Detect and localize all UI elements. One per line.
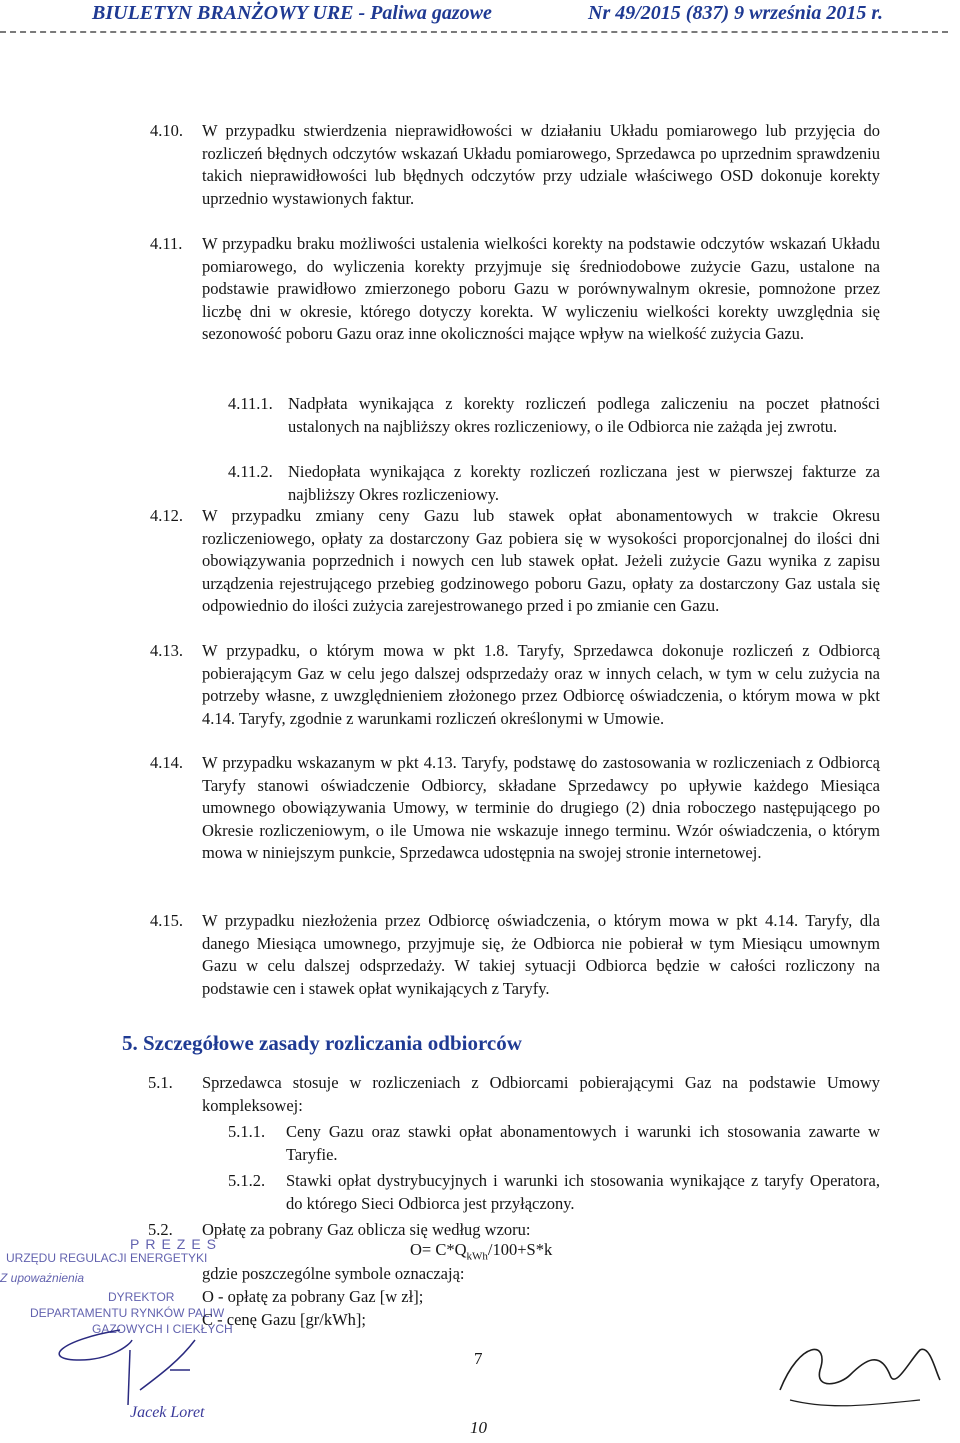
- item-text: W przypadku zmiany ceny Gazu lub stawek opłat abonamentowych w trakcie Okresu rozliczeniowego, opłaty za dostarczony Gaz pobiera się w wysokości proporcjonalnej do ilości dni obowiązywania poprzednich i nowych cen lub stawek opłat. Jeżeli zużycie Gazu wynika z zapisu urządzenia rejestrującego przebieg godzinowego poboru Gazu, opłaty za dostarczony Gaz ustala się odpowiednio do ilości zużycia zarejestrowanego przed i po zmianie cen Gazu.: [202, 506, 880, 615]
- item-number: 4.15.: [150, 911, 183, 930]
- subitem-text: Niedopłata wynikająca z korekty rozliczeń rozliczana jest w pierwszej fakturze za najbliższy Okres rozliczeniowy.: [288, 462, 880, 504]
- symbol-c-definition: C - cenę Gazu [gr/kWh];: [202, 1310, 367, 1329]
- footer-page-number: 10: [470, 1418, 487, 1437]
- item-text: W przypadku, o którym mowa w pkt 1.8. Taryfy, Sprzedawca dokonuje rozliczeń z Odbiorcą pobierającym Gaz w celu jego dalszej odsprzedaży oraz w innych celach, w tym w celu zużycia na potrzeby własne, z uwzględnieniem złożonego przez Odbiorcę oświadczenia, o którym mowa w pkt 4.14. Taryfy, zgodnie z warunkami rozliczeń określonymi w Umowie.: [202, 641, 880, 728]
- section-heading: 5. Szczegółowe zasady rozliczania odbiorców: [122, 1031, 522, 1055]
- formula-subscript: kWh: [466, 1250, 488, 1263]
- stamp-line: DYREKTOR: [108, 1290, 175, 1304]
- item-text: W przypadku wskazanym w pkt 4.13. Taryfy, podstawę do zastosowania w rozliczeniach z Odbiorcą Taryfy stanowi oświadczenie Odbiorcy, składane Sprzedawcy po upływie każdego Miesiąca umownego obowiązywania Umowy, w terminie do drugiego (2) dnia roboczego następującego po Okresie rozliczeniowym, o ile Umowa nie wskazuje innego terminu. Wzór oświadczenia, o którym mowa w niniejszym punkcie, Sprzedawca udostępnia na swojej stronie internetowej.: [202, 753, 880, 862]
- item-text: W przypadku niezłożenia przez Odbiorcę oświadczenia, o którym mowa w pkt 4.14. Taryfy, dla danego Miesiąca umownego, przyjmuje się, że Odbiorca nie pobierał w tym Miesiącu umownym Gazu w celu dalszej odsprzedaży. W takiej sytuacji Odbiorca będzie w całości rozliczony na podstawie cen i stawek opłat wynikających z Taryfy.: [202, 911, 880, 998]
- header-publication-title: BIULETYN BRANŻOWY URE - Paliwa gazowe: [92, 2, 492, 24]
- page-number: 7: [474, 1349, 483, 1368]
- item-number: 5.1.: [148, 1073, 173, 1092]
- item-number: 4.14.: [150, 753, 183, 772]
- symbols-intro: gdzie poszczególne symbole oznaczają:: [202, 1264, 465, 1283]
- subitem-text: Ceny Gazu oraz stawki opłat abonamentowych i warunki ich stosowania zawarte w Taryfie.: [286, 1122, 880, 1164]
- subitem-text: Nadpłata wynikająca z korekty rozliczeń podlega zaliczeniu na poczet płatności ustalonych na najbliższy okres rozliczeniowy, o ile Odbiorca nie zażąda jej zwrotu.: [288, 394, 880, 436]
- stamp-line: PREZES: [130, 1236, 223, 1252]
- subitem-number: 5.1.1.: [228, 1122, 266, 1141]
- subitem-text: Stawki opłat dystrybucyjnych i warunki ich stosowania wynikające z taryfy Operatora, do którego Sieci Odbiorca jest przyłączony.: [286, 1171, 880, 1213]
- item-text: W przypadku braku możliwości ustalenia wielkości korekty na podstawie odczytów wskazań Układu pomiarowego, do wyliczenia korekty przyjmuje się średniodobowe zużycie Gazu, ustalone na podstawie prawidłowo zmierzonego poboru Gazu w porównywalnym okresie, pomnożone przez liczbę dni w okresie, którego dotyczy korekta. W wyliczeniu wielkości korekty uwzględnia się sezonowość poboru Gazu oraz inne okoliczności mające wpływ na wielkość zużycia Gazu.: [202, 234, 880, 343]
- header-issue-info: Nr 49/2015 (837) 9 września 2015 r.: [588, 2, 884, 24]
- subitem-number: 4.11.1.: [228, 394, 273, 413]
- item-text: Sprzedawca stosuje w rozliczeniach z Odbiorcami pobierającymi Gaz na podstawie Umowy kompleksowej:: [202, 1073, 880, 1115]
- item-number: 4.13.: [150, 641, 183, 660]
- stamp-line: GAZOWYCH I CIEKŁYCH: [92, 1322, 233, 1336]
- stamp-line: URZĘDU REGULACJI ENERGETYKI: [6, 1251, 208, 1265]
- item-number: 4.11.: [150, 234, 183, 253]
- item-number: 4.10.: [150, 121, 183, 140]
- charge-formula: [410, 1240, 552, 1262]
- item-text: W przypadku stwierdzenia nieprawidłowości w działaniu Układu pomiarowego lub przyjęcia do rozliczeń błędnych odczytów wskazań Układu pomiarowego, Sprzedawca po uprzednim sprawdzeniu takich nieprawidłowości lub błędnych odczytów przy udziale właściwego OSD dokonuje korekty uprzednio wystawionych faktur.: [202, 121, 880, 208]
- formula-main: O= C*Q: [410, 1240, 467, 1259]
- subitem-number: 5.1.2.: [228, 1171, 266, 1190]
- item-text: Opłatę za pobrany Gaz oblicza się według wzoru:: [202, 1220, 531, 1239]
- item-number: 4.12.: [150, 506, 183, 525]
- stamp-line: Z upoważnienia: [0, 1271, 85, 1285]
- subitem-number: 4.11.2.: [228, 462, 273, 481]
- formula-tail: /100+S*k: [487, 1240, 553, 1259]
- item-number: 5.2.: [148, 1220, 173, 1239]
- symbol-o-definition: O - opłatę za pobrany Gaz [w zł];: [202, 1287, 424, 1306]
- stamp-signatory-name: Jacek Loret: [130, 1404, 205, 1421]
- stamp-line: DEPARTAMENTU RYNKÓW PALIW: [30, 1306, 225, 1320]
- signature-right-image: [770, 1330, 950, 1420]
